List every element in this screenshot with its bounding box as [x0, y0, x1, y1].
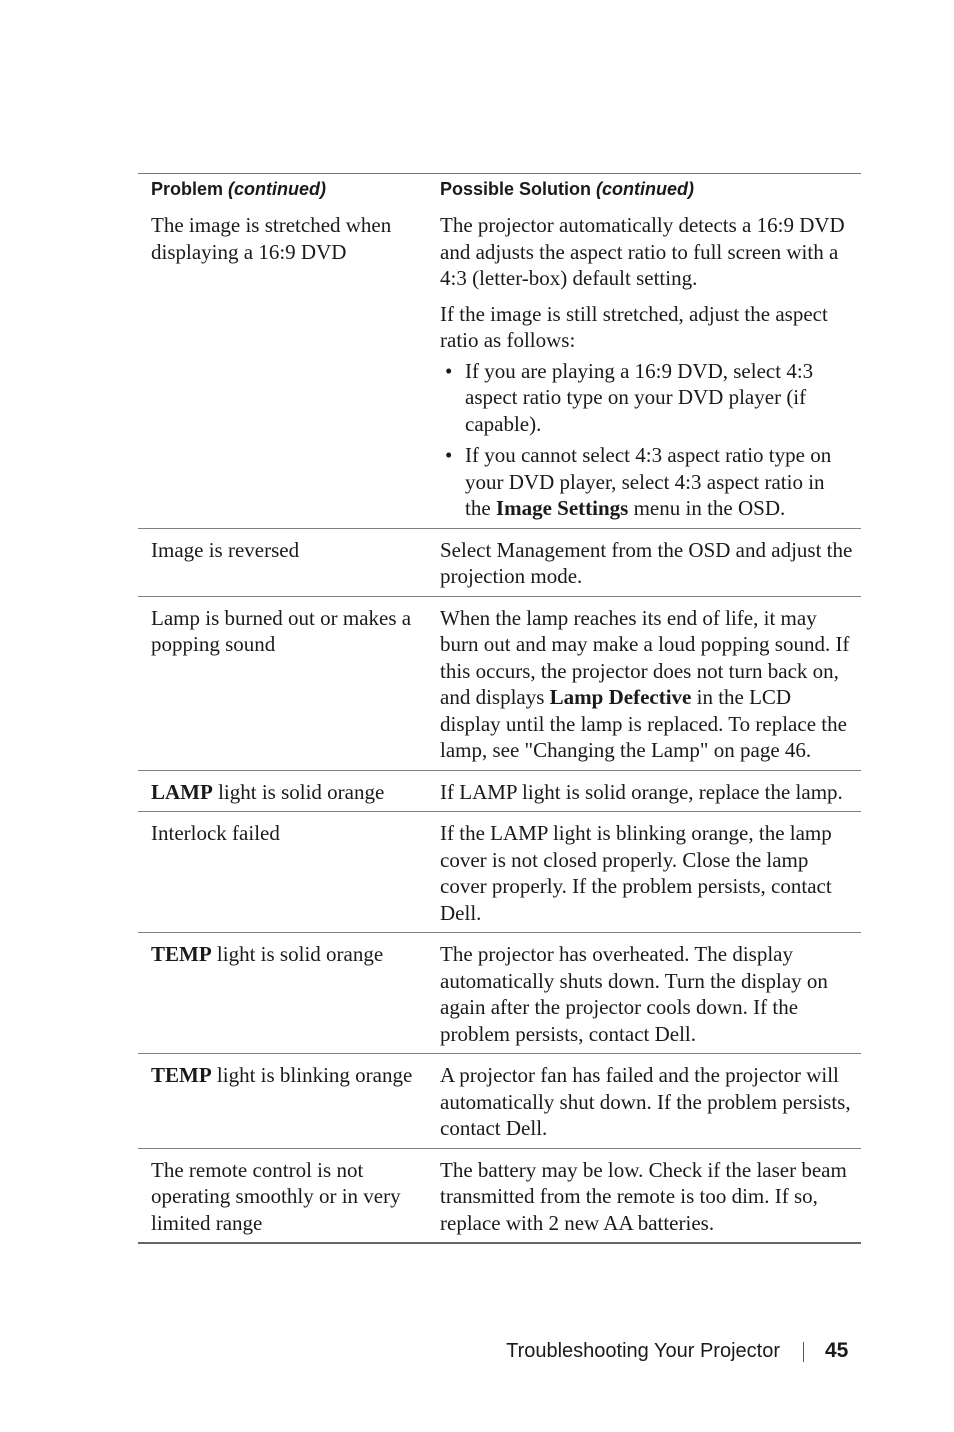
solution-text: in the LCD display until the lamp is replaced. To replace the lamp, see "Changing the Lamp" on page 46.: [440, 685, 847, 762]
footer-section-title: Troubleshooting Your Projector: [506, 1340, 780, 1362]
list-item: [445, 442, 855, 522]
table-row: [138, 1148, 861, 1243]
problem-cell: Lamp is burned out or makes a popping sound: [151, 605, 412, 656]
problem-cell: Interlock failed: [151, 821, 280, 845]
page-number: 45: [825, 1339, 849, 1362]
problem-text: light is solid orange: [212, 779, 385, 804]
solution-text: The projector automatically detects a 16:9 DVD and adjusts the aspect ratio to full screen with a 4:3 (letter-box) default setting.: [440, 213, 845, 290]
problem-cell: [138, 1054, 429, 1149]
table-row: [138, 933, 861, 1054]
solution-text: If the image is still stretched, adjust the aspect ratio as follows:: [440, 301, 828, 352]
solution-cell: [429, 204, 861, 528]
problem-header-label: Problem: [151, 179, 224, 199]
problem-cell: [138, 770, 429, 812]
page-footer: [0, 1338, 954, 1368]
problem-text: light is blinking orange: [211, 1063, 413, 1087]
solution-cell: Select Management from the OSD and adjust the projection mode.: [440, 537, 853, 588]
problem-cell: The image is stretched when displaying a 16:9 DVD: [151, 213, 392, 264]
solution-text: When the lamp reaches its end of life, it may burn out and may make a loud popping sound. If this occurs, the projector does not turn back on, and displays: [440, 605, 850, 709]
solution-bold-text: Lamp Defective: [549, 685, 692, 709]
problem-bold-text: TEMP: [151, 942, 212, 966]
solution-cell: If the LAMP light is blinking orange, the lamp cover is not closed properly. Close the lamp cover properly. If the problem persists, contact Dell.: [440, 821, 832, 925]
solution-cell: A projector fan has failed and the projector will automatically shut down. If the problem persists, contact Dell.: [440, 1063, 851, 1140]
problem-header-continued: (continued): [228, 179, 327, 199]
solution-header-label: Possible Solution: [440, 179, 592, 199]
solution-header-continued: (continued): [596, 179, 695, 199]
table-row: [138, 1054, 861, 1149]
bullet-icon: •: [445, 358, 453, 383]
solution-cell: The projector has overheated. The display automatically shuts down. Turn the display on again after the projector cools down. If the problem persists, contact Dell.: [440, 942, 828, 1046]
bullet-icon: •: [445, 443, 453, 467]
table-row: [138, 528, 861, 596]
table-row: [138, 812, 861, 933]
table-row: [138, 770, 861, 812]
solution-bullet-list: [440, 358, 855, 522]
table-row: [138, 204, 861, 528]
table-header-row: [138, 174, 861, 205]
solution-cell: [429, 596, 861, 770]
problem-text: light is solid orange: [211, 942, 384, 966]
problem-bold-text: LAMP: [151, 779, 213, 804]
solution-column-header: [429, 174, 861, 205]
table-row: [138, 596, 861, 770]
problem-bold-text: TEMP: [151, 1063, 212, 1087]
solution-cell: If LAMP light is solid orange, replace the lamp.: [440, 779, 843, 804]
list-item: [445, 358, 855, 438]
bullet-bold-text: Image Settings: [495, 496, 629, 520]
bullet-text: menu in the OSD.: [628, 496, 786, 520]
problem-cell: [138, 933, 429, 1054]
footer-divider: [803, 1342, 804, 1362]
troubleshooting-table: [138, 173, 861, 1244]
solution-cell: The battery may be low. Check if the laser beam transmitted from the remote is too dim. If so, replace with 2 new AA batteries.: [440, 1157, 847, 1235]
bullet-text: If you are playing a 16:9 DVD, select 4:3 aspect ratio type on your DVD player (if capable).: [465, 358, 814, 436]
problem-column-header: [138, 174, 429, 205]
bullet-text: If you cannot select 4:3 aspect ratio type on your DVD player, select 4:3 aspect ratio in the: [465, 443, 832, 520]
problem-cell: Image is reversed: [151, 537, 300, 562]
problem-cell: The remote control is not operating smoothly or in very limited range: [151, 1157, 401, 1235]
